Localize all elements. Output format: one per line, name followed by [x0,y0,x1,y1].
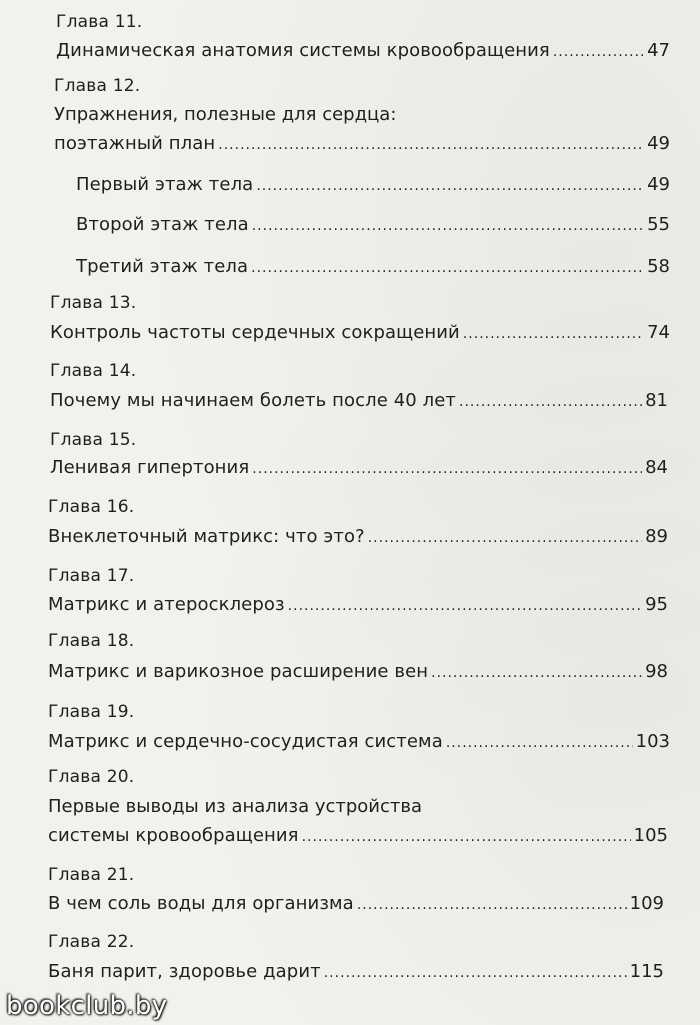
chapter-17-line [48,594,668,617]
chapter-12-title-line2: поэтажный план [54,133,216,154]
dot-leader [288,595,642,617]
dot-leader [553,41,644,63]
dot-leader [357,894,627,916]
chapter-15-title: Ленивая гипертония [50,457,250,478]
chapter-22-page: 115 [629,961,664,982]
chapter-14-page: 81 [645,390,668,411]
chapter-13-page: 74 [647,322,670,343]
chapter-11-label: Глава 11. [56,12,143,32]
chapter-20-title-line2: системы кровообращения [48,825,299,846]
chapter-22-title: Баня парит, здоровье дарит [48,961,321,982]
chapter-17-page: 95 [645,594,668,615]
chapter-12-sub3-page: 58 [647,256,670,277]
chapter-17-label: Глава 17. [48,566,135,586]
chapter-22-label: Глава 22. [48,932,135,952]
chapter-20-title-line1: Первые выводы из анализа устройства [48,796,423,817]
chapter-21-title: В чем соль воды для организма [48,893,354,914]
chapter-16-line [48,526,668,549]
chapter-12-sub1-page: 49 [647,174,670,195]
chapter-11-title: Динамическая анатомия системы кровообращения [56,40,550,61]
chapter-18-line [48,661,668,684]
chapter-19-label: Глава 19. [48,702,135,722]
chapter-12-title-line1: Упражнения, полезные для сердца: [54,104,397,125]
chapter-20-label: Глава 20. [48,767,135,787]
dot-leader [368,527,642,549]
chapter-13-line [50,322,670,345]
dot-leader [459,391,642,413]
chapter-21-page: 109 [629,893,664,914]
dot-leader [252,458,642,480]
chapter-13-title: Контроль частоты сердечных сокращений [50,322,460,343]
chapter-12-sub2-line [76,214,670,237]
chapter-21-label: Глава 21. [48,865,135,885]
chapter-17-title: Матрикс и атеросклероз [48,594,285,615]
chapter-21-line [48,893,664,916]
dot-leader [302,826,631,848]
chapter-15-page: 84 [645,457,668,478]
dot-leader [324,962,627,984]
chapter-11-line [56,40,670,63]
chapter-19-page: 103 [635,731,670,752]
dot-leader [463,323,644,345]
dot-leader [251,257,644,279]
chapter-12-sub1-title: Первый этаж тела [76,174,254,195]
chapter-19-title: Матрикс и сердечно-сосудистая система [48,731,443,752]
chapter-14-label: Глава 14. [50,361,137,381]
chapter-18-title: Матрикс и варикозное расширение вен [48,661,429,682]
chapter-20-line [48,825,668,848]
dot-leader [256,175,644,197]
chapter-12-sub3-title: Третий этаж тела [76,256,249,277]
chapter-14-line [50,390,668,413]
dot-leader [252,215,644,237]
chapter-11-page: 47 [647,40,670,61]
chapter-18-page: 98 [645,661,668,682]
dot-leader [431,662,642,684]
chapter-12-page: 49 [647,133,670,154]
chapter-18-label: Глава 18. [48,631,135,651]
chapter-20-page: 105 [633,825,668,846]
chapter-12-sub3-line [76,256,670,279]
chapter-12-label: Глава 12. [54,76,141,96]
chapter-13-label: Глава 13. [50,293,137,313]
chapter-16-page: 89 [645,526,668,547]
chapter-12-sub1-line [76,174,670,197]
chapter-19-line [48,731,670,754]
dot-leader [218,134,644,156]
chapter-15-label: Глава 15. [50,430,137,450]
chapter-16-label: Глава 16. [48,497,135,517]
chapter-22-line [48,961,664,984]
bookclub-watermark: bookclub.by [6,991,168,1021]
chapter-12-sub2-title: Второй этаж тела [76,214,249,235]
chapter-16-title: Внеклеточный матрикс: что это? [48,526,365,547]
chapter-12-line [54,133,670,156]
chapter-14-title: Почему мы начинаем болеть после 40 лет [50,390,457,411]
chapter-12-sub2-page: 55 [647,214,670,235]
dot-leader [446,732,633,754]
chapter-15-line [50,457,668,480]
